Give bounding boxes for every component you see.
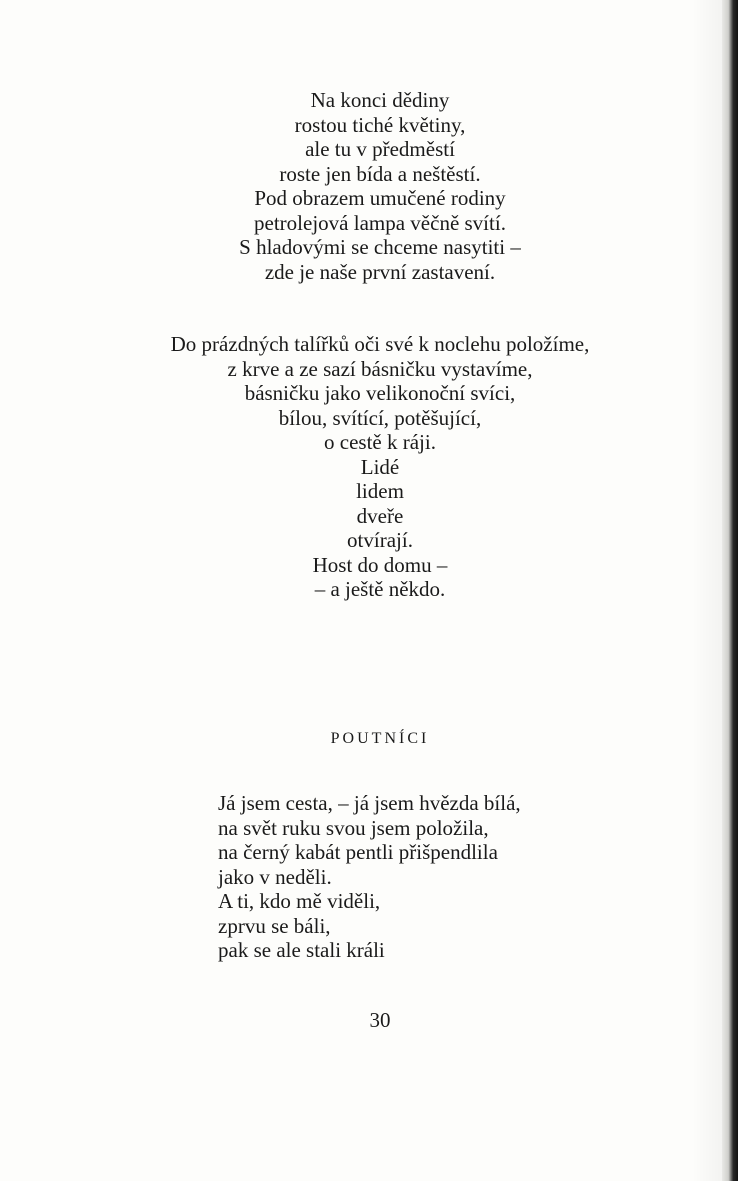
verse-line: Pod obrazem umučené rodiny [254, 186, 506, 210]
verse-line: petrolejová lampa věčně svítí. [254, 210, 506, 235]
verse-line: A ti, kdo mě viděli, [218, 889, 381, 913]
verse-line: Host do domu – [312, 552, 448, 577]
verse-line: pak se ale stali králi [218, 938, 385, 962]
verse-line: roste jen bída a neštěstí. [279, 161, 481, 186]
verse-line: Lidé [360, 454, 400, 479]
page-edge [722, 0, 738, 1181]
verse-line: na svět ruku svou jsem položila, [218, 815, 489, 840]
verse-line: – a ještě někdo. [314, 577, 446, 601]
verse-line: zprvu se báli, [218, 913, 331, 938]
verse-line: dveře [356, 503, 404, 528]
verse-line: lidem [356, 479, 404, 503]
verse-line: na černý kabát pentli přišpendlila [218, 840, 498, 864]
verse-line: Já jsem cesta, – já jsem hvězda bílá, [218, 791, 521, 815]
verse-line: otvírají. [347, 528, 413, 552]
verse-line: Na konci dědiny [310, 88, 450, 112]
verse-line: rostou tiché květiny, [294, 112, 466, 137]
verse-line: zde je naše první zastavení. [264, 259, 496, 284]
stanza-3 [218, 791, 521, 963]
verse-line: z krve a ze sazí básničku vystavíme, [227, 356, 533, 381]
stanza-1 [120, 88, 640, 284]
stanza-2 [120, 332, 640, 602]
verse-line: básničku jako velikonoční svíci, [244, 381, 516, 405]
verse-line: bílou, svítící, potěšující, [278, 405, 482, 430]
verse-line: jako v neděli. [218, 864, 332, 889]
verse-line: Do prázdných talířků oči své k noclehu položíme, [170, 332, 590, 356]
verse-line: ale tu v předměstí [305, 137, 455, 161]
verse-line: S hladovými se chceme nasytiti – [239, 235, 521, 259]
page-number: 30 [369, 1008, 391, 1032]
poem-heading: POUTNÍCI [330, 730, 430, 747]
page-edge-shadow [692, 0, 722, 1181]
verse-line: o cestě k ráji. [324, 430, 436, 454]
